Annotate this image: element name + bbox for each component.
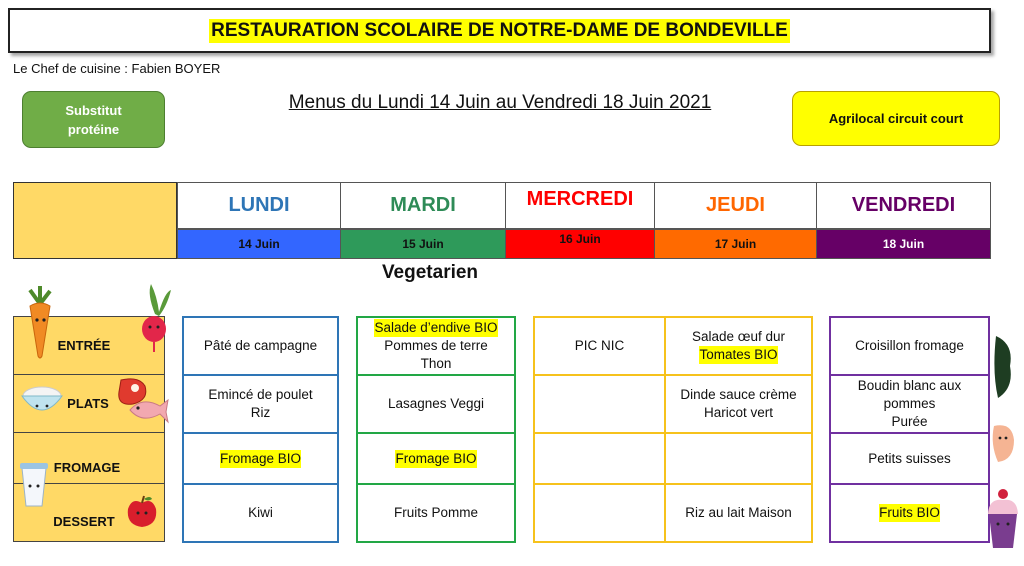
dish-text: Fromage BIO (219, 450, 302, 466)
substitut-proteine-badge (22, 91, 165, 148)
dish-text: PIC NIC (574, 338, 625, 353)
dish-text: Dinde sauce crème (680, 387, 797, 402)
mercredi-dessert (533, 483, 666, 543)
lundi-plats (182, 374, 339, 434)
vendredi-plats (829, 374, 990, 434)
day-header-mercredi: MERCREDI (505, 182, 655, 229)
jeudi-entree (664, 316, 813, 376)
dish-text: Riz au lait Maison (685, 505, 792, 520)
dish-text: Pâté de campagne (203, 338, 318, 353)
menus-title: Menus du Lundi 14 Juin au Vendredi 18 Juin 2021 (288, 92, 712, 113)
lettuce-icon (992, 332, 1014, 400)
lundi-entree (182, 316, 339, 376)
dish-text: Fruits BIO (879, 505, 940, 520)
category-label: FROMAGE (53, 460, 121, 475)
dish-text: Purée (891, 414, 928, 429)
chef-label: Le Chef de cuisine : Fabien BOYER (13, 61, 221, 76)
lundi-dessert (182, 483, 339, 543)
dish-text: Fruits Pomme (393, 505, 478, 520)
rice-bowl-icon (19, 380, 65, 420)
jeudi-dessert (664, 483, 813, 543)
dish-text: Tomates BIO (699, 347, 778, 362)
dish-text: Thon (420, 356, 452, 371)
mercredi-fromage (533, 432, 666, 485)
dish-text: Emincé de poulet (208, 387, 313, 402)
day-date-mercredi: 16 Juin (505, 229, 655, 259)
dish-text: Pommes de terre (384, 338, 488, 353)
mercredi-plats (533, 374, 666, 434)
day-header-mardi: MARDI (340, 182, 506, 229)
radish-icon (137, 284, 173, 354)
dish-text: Petits suisses (868, 450, 951, 466)
day-date-vendredi: 18 Juin (816, 229, 991, 259)
dish-text: Croisillon fromage (855, 338, 964, 353)
day-header-vendredi: VENDREDI (816, 182, 991, 229)
dish-text: Fromage BIO (395, 450, 477, 466)
apple-icon (126, 495, 158, 529)
dish-text: Haricot vert (703, 405, 774, 420)
day-date-mardi: 15 Juin (340, 229, 506, 259)
mardi-entree (356, 316, 516, 376)
category-label: PLATS (67, 396, 109, 411)
day-header-jeudi: JEUDI (654, 182, 817, 229)
dish-text: Boudin blanc aux (857, 378, 962, 393)
day-date-jeudi: 17 Juin (654, 229, 817, 259)
carrot-icon (22, 286, 58, 360)
dish-text: pommes (883, 396, 936, 411)
lundi-fromage (182, 432, 339, 485)
mardi-plats (356, 374, 516, 434)
peach-icon (990, 420, 1016, 464)
dish-text: Riz (250, 405, 271, 420)
substitut-label: Substitut protéine (65, 102, 122, 137)
agrilocal-badge: Agrilocal circuit court (792, 91, 1000, 146)
cupcake-icon (985, 488, 1021, 550)
header-corner-cell (13, 182, 177, 259)
vegetarien-label: Vegetarien (381, 262, 479, 283)
vendredi-fromage (829, 432, 990, 485)
category-label: DESSERT (53, 514, 115, 529)
vendredi-dessert (829, 483, 990, 543)
jeudi-fromage (664, 432, 813, 485)
day-header-lundi: LUNDI (177, 182, 341, 229)
dish-text: Salade d’endive BIO (374, 320, 498, 335)
page-title: RESTAURATION SCOLAIRE DE NOTRE-DAME DE BONDEVILLE (211, 19, 788, 41)
dish-text: Lasagnes Veggi (387, 396, 485, 411)
page-title-box (8, 8, 991, 53)
category-label: ENTRÉE (57, 338, 111, 353)
yogurt-icon (18, 460, 50, 510)
dish-text: Kiwi (248, 505, 273, 520)
mardi-dessert (356, 483, 516, 543)
jeudi-plats (664, 374, 813, 434)
mercredi-entree (533, 316, 666, 376)
mardi-fromage (356, 432, 516, 485)
fish-icon (122, 394, 170, 426)
dish-text: Salade œuf dur (691, 329, 786, 344)
vendredi-entree (829, 316, 990, 376)
day-date-lundi: 14 Juin (177, 229, 341, 259)
